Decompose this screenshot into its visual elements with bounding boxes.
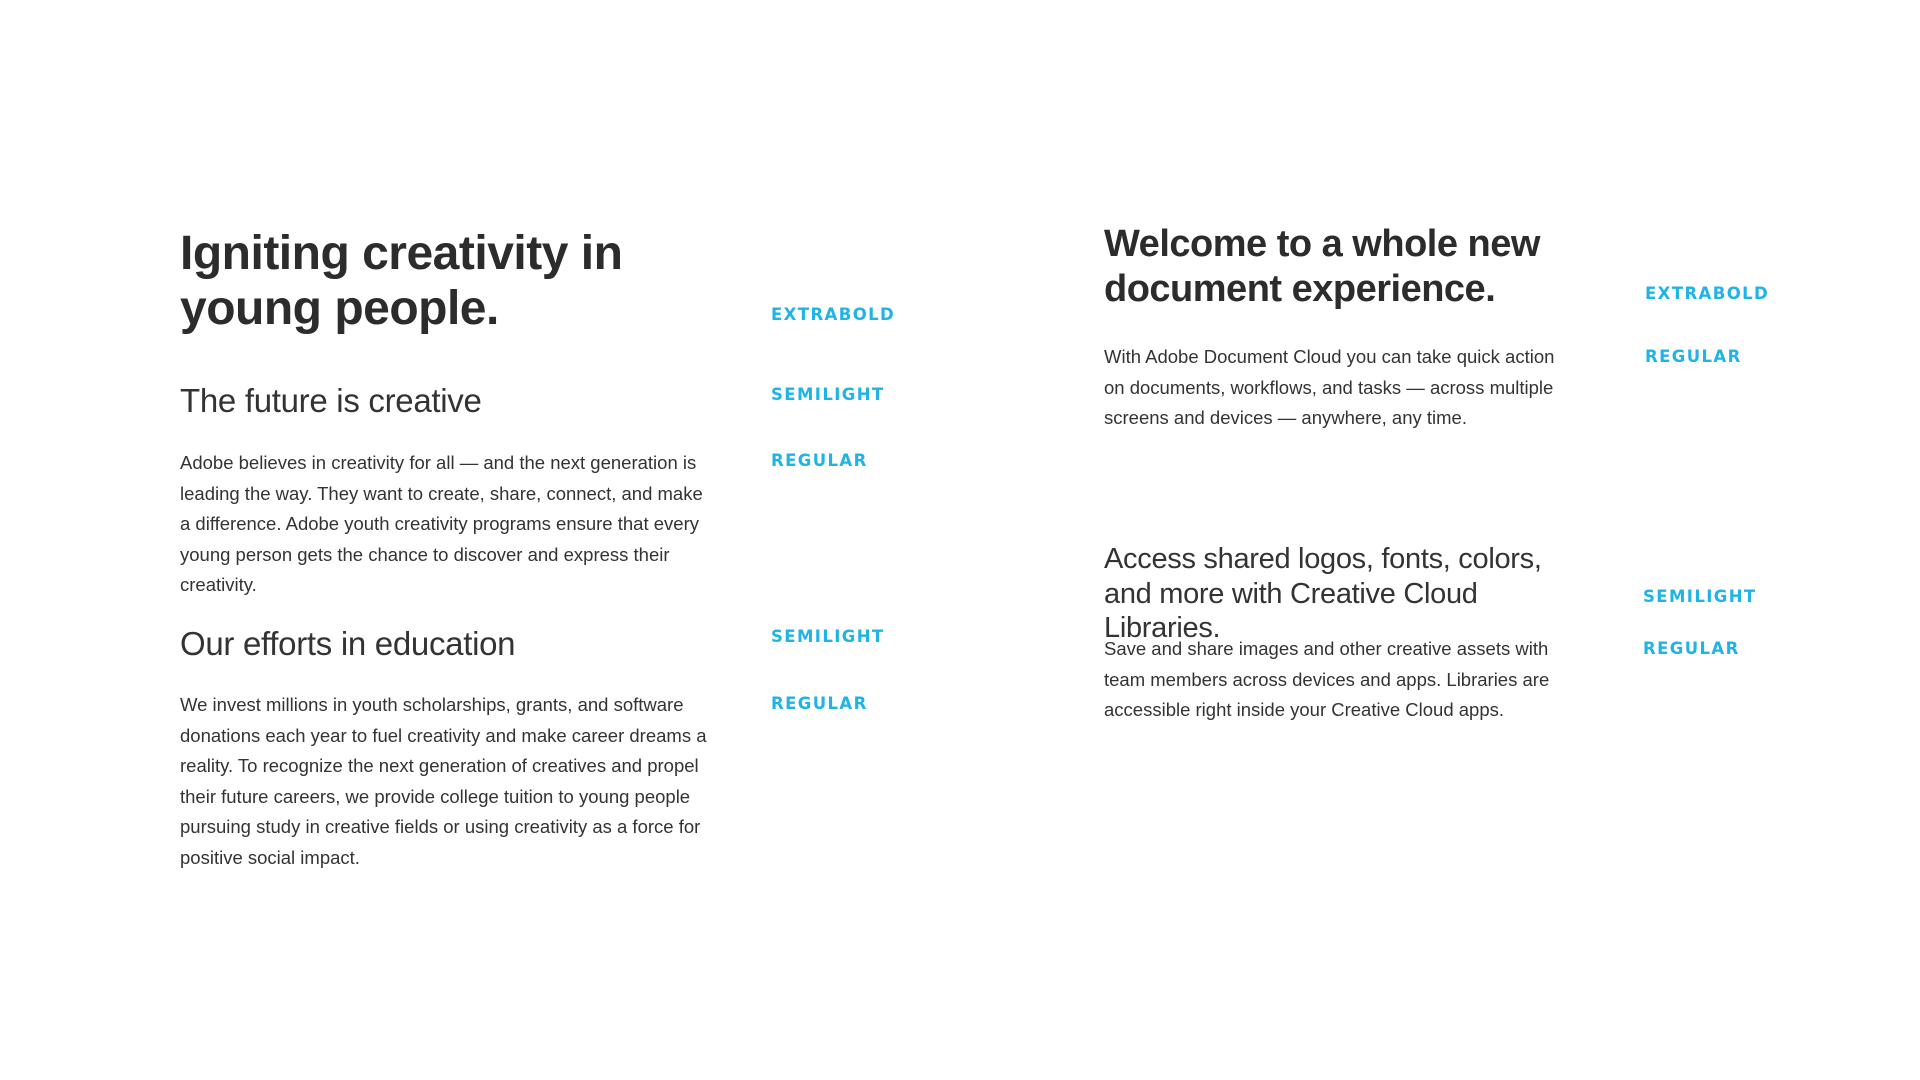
weight-label-regular: REGULAR xyxy=(771,451,868,470)
left-subheading-future: The future is creative xyxy=(180,382,482,419)
right-title: Welcome to a whole new document experience. xyxy=(1104,223,1540,310)
left-body-creativity: Adobe believes in creativity for all — and the next generation is leading the way. They want to create, share, connect, and make a difference. Adobe youth creativity programs ensure that every young person gets the chance to discover and express their creativity. xyxy=(180,452,703,595)
weight-label-extrabold: EXTRABOLD xyxy=(1645,284,1770,303)
left-subheading-education: Our efforts in education xyxy=(180,625,516,662)
weight-label-regular: REGULAR xyxy=(1643,639,1740,658)
weight-label-semilight: SEMILIGHT xyxy=(1643,587,1757,606)
right-body-document-cloud: With Adobe Document Cloud you can take quick action on documents, workflows, and tasks — across multiple screens and devices — anywhere, any time. xyxy=(1104,346,1555,428)
right-body-libraries: Save and share images and other creative assets with team members across devices and apps. Libraries are accessible right inside your Creative Cloud apps. xyxy=(1104,638,1550,720)
weight-label-semilight: SEMILIGHT xyxy=(771,385,885,404)
weight-label-semilight: SEMILIGHT xyxy=(771,627,885,646)
weight-label-extrabold: EXTRABOLD xyxy=(771,305,896,324)
right-subheading-libraries: Access shared logos, fonts, colors, and more with Creative Cloud Libraries. xyxy=(1104,543,1542,644)
weight-label-regular: REGULAR xyxy=(1645,347,1742,366)
left-title: Igniting creativity in young people. xyxy=(180,227,623,335)
weight-label-regular: REGULAR xyxy=(771,694,868,713)
left-body-education: We invest millions in youth scholarships, grants, and software donations each year to fuel creativity and make career dreams a reality. To recognize the next generation of creatives and propel their future careers, we provide college tuition to young people pursuing study in creative fields or using creativity as a force for positive social impact. xyxy=(180,694,707,868)
